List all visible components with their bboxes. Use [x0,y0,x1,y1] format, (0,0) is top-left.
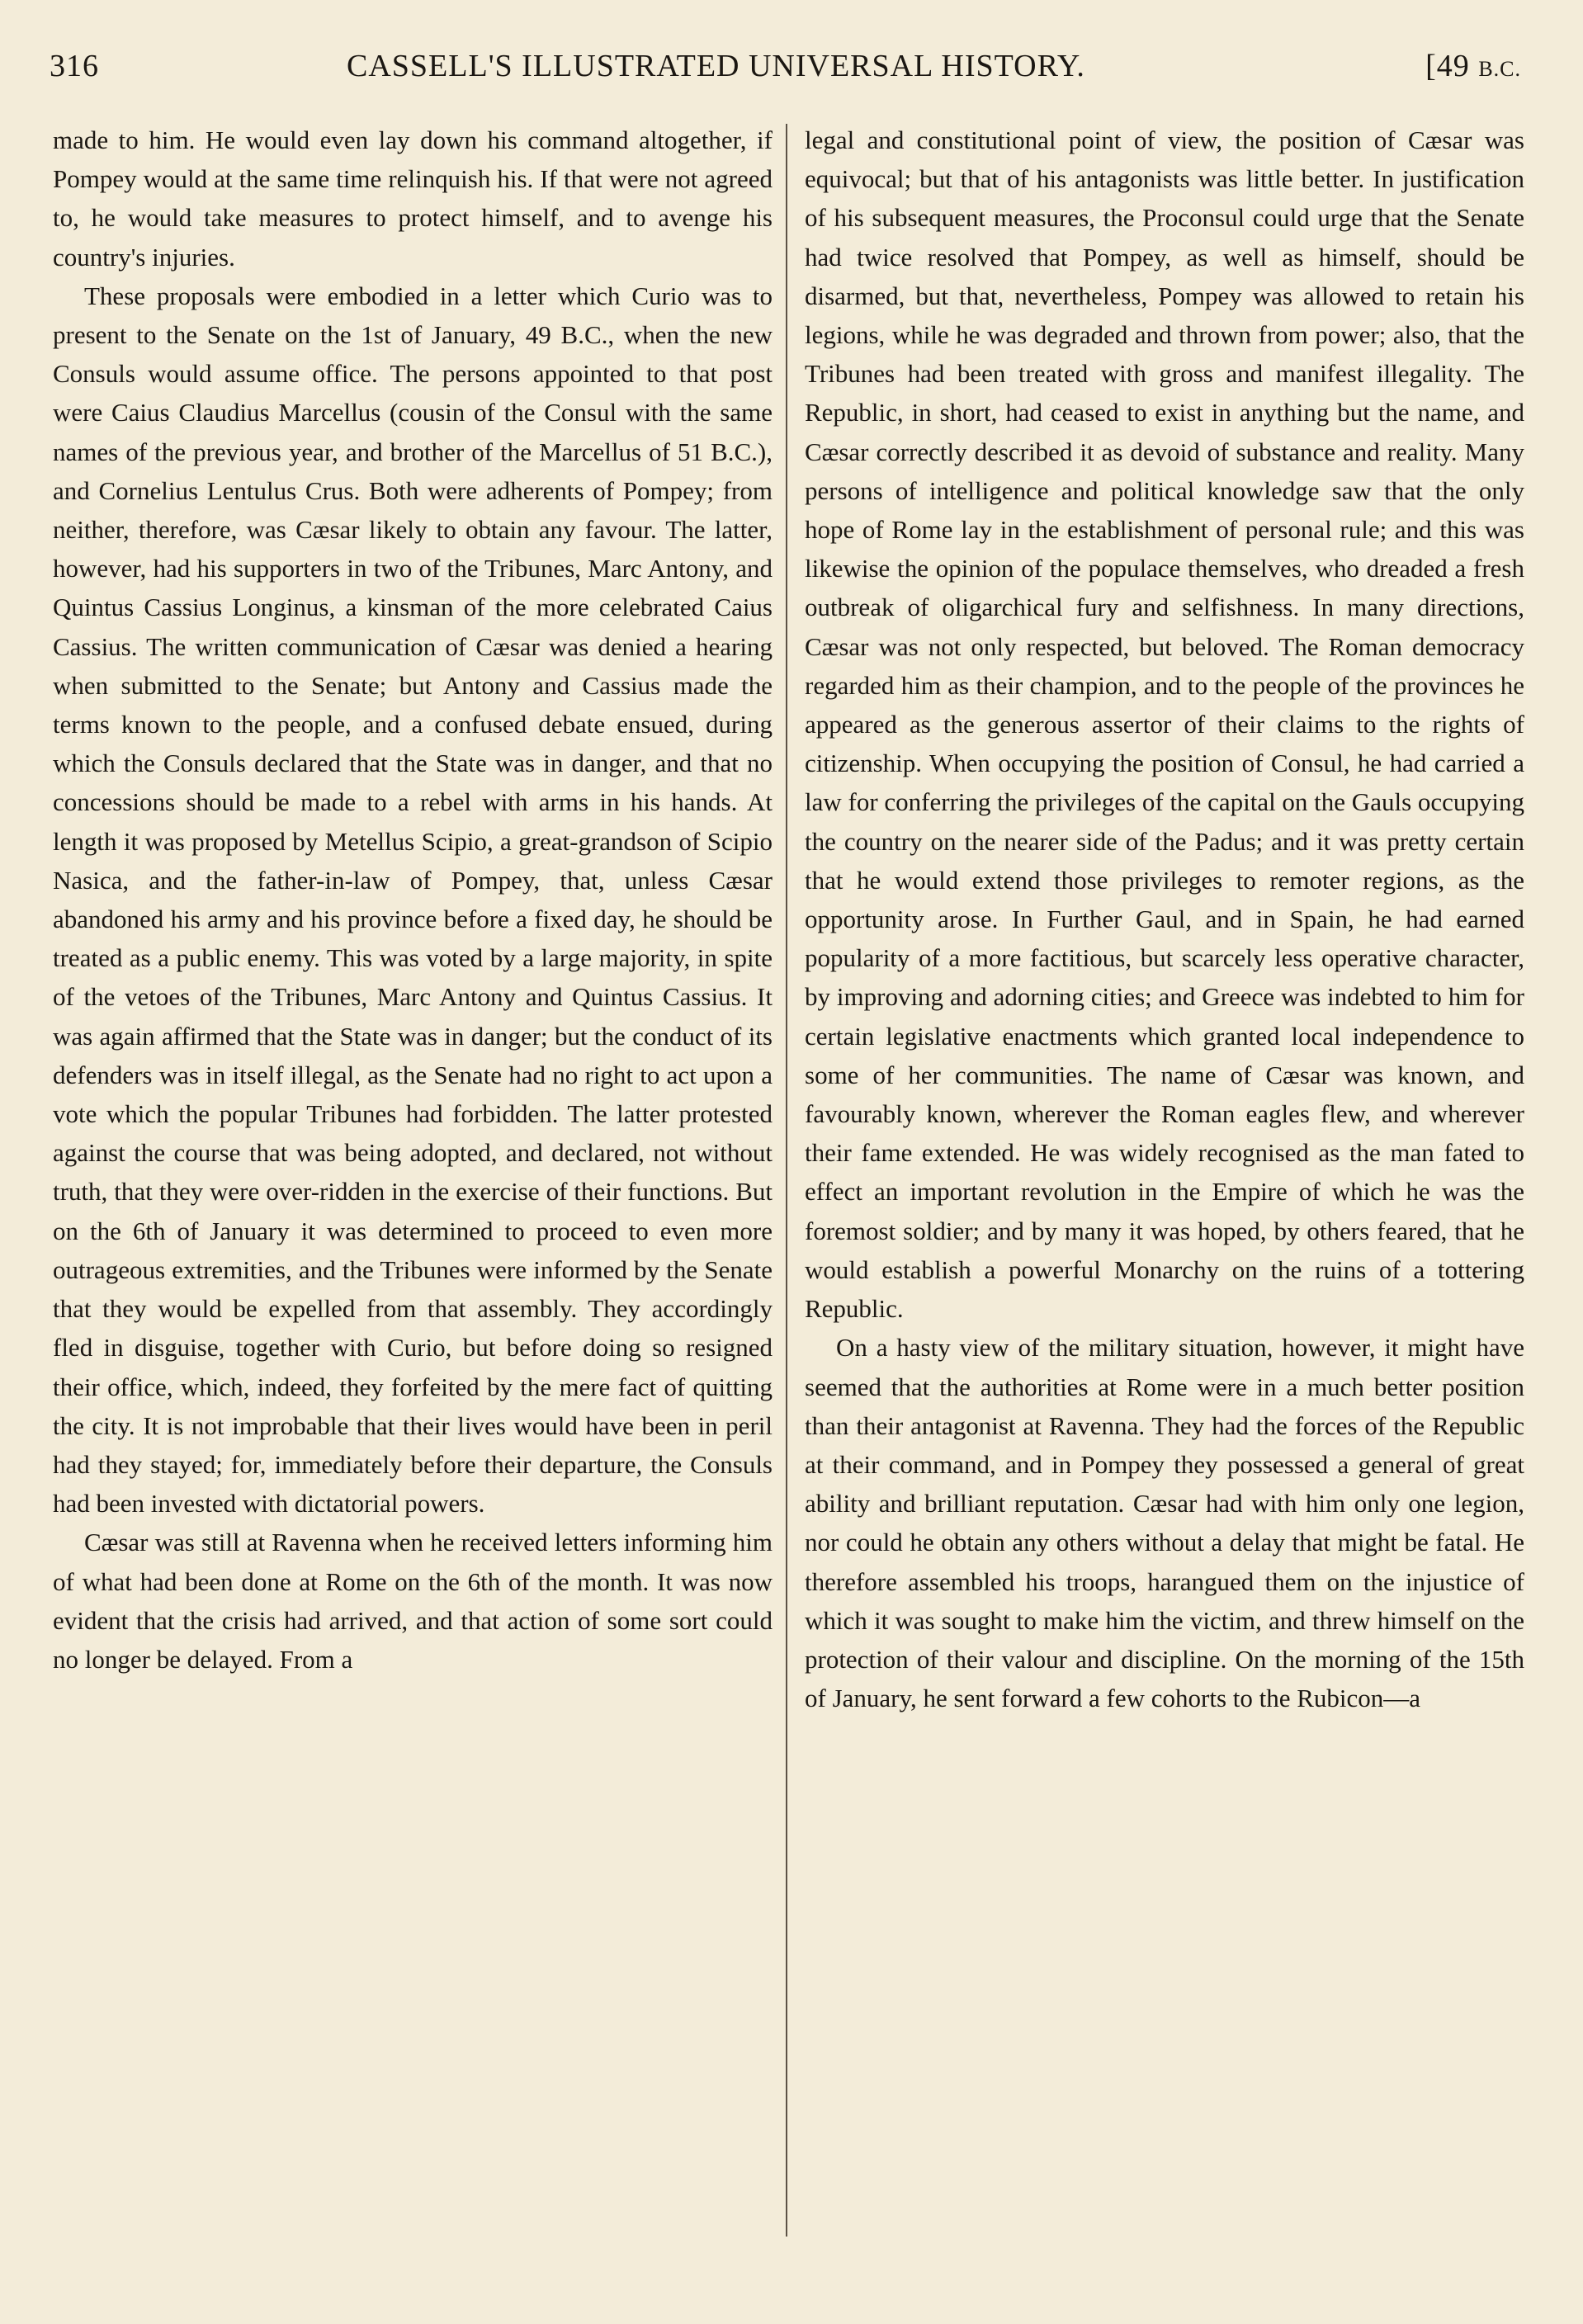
right-paragraph-1: legal and constitutional point of view, the position of Cæsar was equivocal; but that of his antagonists was little better. In justification of his subsequent measures, the Proconsul could urge that the Senate had twice resolved that Pompey, as well as himself, should be disarmed, but that, nevertheless, Pompey was allowed to retain his legions, while he was degraded and thrown from power; also, that the Tribunes had been treated with gross and manifest illegality. The Republic, in short, had ceased to exist in anything but the name, and Cæsar correctly described it as devoid of substance and reality. Many persons of intelligence and political knowledge saw that the only hope of Rome lay in the establishment of personal rule; and this was likewise the opinion of the populace themselves, who dreaded a fresh outbreak of oligarchical fury and selfishness. In many directions, Cæsar was not only respected, but beloved. The Roman democracy regarded him as their champion, and to the people of the provinces he appeared as the generous assertor of their claims to the rights of citizenship. When occupying the position of Consul, he had carried a law for conferring the privileges of the capital on the Gauls occupying the country on the nearer side of the Padus; and it was pretty certain that he would extend those privileges to remoter regions, as the opportunity arose. In Further Gaul, and in Spain, he had earned popularity of a more factitious, but scarcely less operative character, by improving and adorning cities; and Greece was indebted to him for certain legislative enactments which granted local independence to some of her communities. The name of Cæsar was known, and favourably known, wherever the Roman eagles flew, and wherever their fame extended. He was widely recognised as the man fated to effect an important revolution in the Empire of which he was the foremost soldier; and by many it was hoped, by others feared, that he would establish a powerful Monarchy on the ruins of a tottering Republic. [805,125,1524,1324]
page-number: 316 [50,49,99,83]
left-paragraph-3: Cæsar was still at Ravenna when he received letters informing him of what had been done at Rome on the 6th of the month. It was now evident that the crisis had arrived, and that action of some sort could no longer be delayed. From a [53,1528,773,1674]
left-paragraph-1: made to him. He would even lay down his command altogether, if Pompey would at the same time relinquish his. If that were not agreed to, he would take measures to protect himself, and to avenge his country's injuries. [53,125,773,272]
page-header [50,41,1521,91]
header-date-era: B.C. [1478,57,1521,81]
right-paragraph-2: On a hasty view of the military situation, however, it might have seemed that the authorities at Rome were in a much better position than their antagonist at Ravenna. They had the forces of the Republic at their command, and in Pompey they possessed a general of great ability and brilliant reputation. Cæsar had with him only one legion, nor could he obtain any others without a delay that might be fatal. He therefore assembled his troops, harangued them on the injustice of which it was sought to make him the victim, and threw himself on the protection of their valour and discipline. On the morning of the 15th of January, he sent forward a few cohorts to the Rubicon—a [805,1333,1524,1713]
running-title: CASSELL'S ILLUSTRATED UNIVERSAL HISTORY. [347,49,1085,83]
header-date [1425,48,1521,84]
left-column [53,120,773,2266]
header-date-year: [49 [1425,49,1470,83]
right-column [805,120,1524,2266]
left-paragraph-2: These proposals were embodied in a letter which Curio was to present to the Senate on the 1st of January, 49 B.C., when the new Consuls would assume office. The persons appointed to that post were Caius Claudius Marcellus (cousin of the Consul with the same names of the previous year, and brother of the Marcellus of 51 B.C.), and Cornelius Lentulus Crus. Both were adherents of Pompey; from neither, therefore, was Cæsar likely to obtain any favour. The latter, however, had his supporters in two of the Tribunes, Marc Antony, and Quintus Cassius Longinus, a kinsman of the more celebrated Caius Cassius. The written communication of Cæsar was denied a hearing when submitted to the Senate; but Antony and Cassius made the terms known to the people, and a confused debate ensued, during which the Consuls declared that the State was in danger, and that no concessions should be made to a rebel with arms in his hands. At length it was proposed by Metellus Scipio, a great-grandson of Scipio Nasica, and the father-in-law of Pompey, that, unless Cæsar abandoned his army and his province before a fixed day, he should be treated as a public enemy. This was voted by a large majority, in spite of the vetoes of the Tribunes, Marc Antony and Quintus Cassius. It was again affirmed that the State was in danger; but the conduct of its defenders was in itself illegal, as the Senate had no right to act upon a vote which the popular Tribunes had forbidden. The latter protested against the course that was being adopted, and declared, not without truth, that they were over-ridden in the exercise of their functions. But on the 6th of January it was determined to proceed to even more outrageous extremities, and the Tribunes were informed by the Senate that they would be expelled from that assembly. They accordingly fled in disguise, together with Curio, but before doing so resigned their office, which, indeed, they forfeited by the mere fact of quitting the city. It is not improbable that their lives would have been in peril had they stayed; for, immediately before their departure, the Consuls had been invested with dictatorial powers. [53,281,773,1519]
column-divider [786,124,787,2237]
